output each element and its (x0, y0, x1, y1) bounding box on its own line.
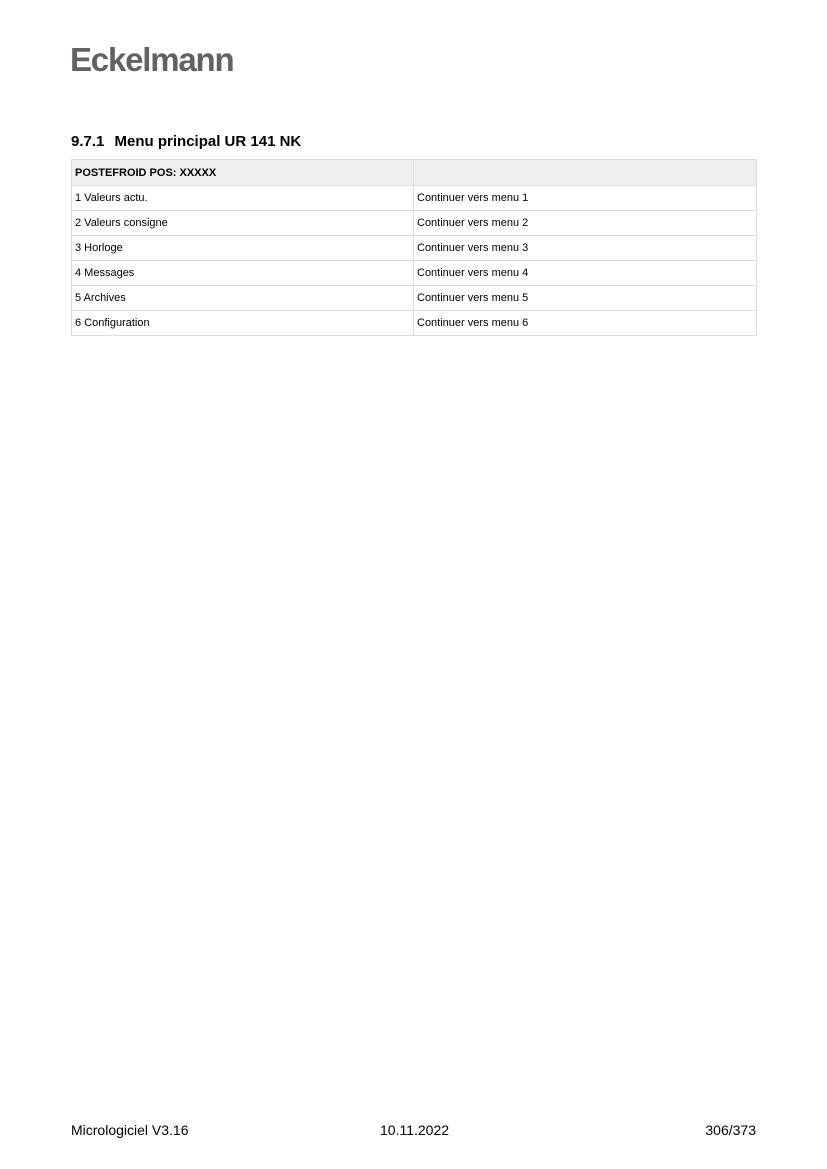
table-header-cell (414, 160, 757, 186)
table-row (72, 286, 757, 311)
table-row (72, 261, 757, 286)
menu-item-target: Continuer vers menu 1 (414, 186, 757, 211)
menu-item-label: 6 Configuration (72, 311, 414, 336)
table-row (72, 311, 757, 336)
menu-item-label: 3 Horloge (72, 236, 414, 261)
table-row (72, 186, 757, 211)
menu-item-target: Continuer vers menu 3 (414, 236, 757, 261)
table-header-row (72, 160, 757, 186)
menu-item-target: Continuer vers menu 5 (414, 286, 757, 311)
section-title: Menu principal UR 141 NK (114, 133, 302, 150)
footer-page-number: 306/373 (705, 1122, 756, 1138)
section-number: 9.7.1 (71, 133, 105, 150)
menu-item-label: 1 Valeurs actu. (72, 186, 414, 211)
menu-table (71, 159, 757, 336)
table-row (72, 236, 757, 261)
footer-firmware-version: Micrologiciel V3.16 (71, 1122, 189, 1138)
menu-item-label: 5 Archives (72, 286, 414, 311)
menu-item-target: Continuer vers menu 6 (414, 311, 757, 336)
table-row (72, 211, 757, 236)
section-heading (71, 133, 301, 151)
company-logo: Eckelmann (70, 41, 234, 78)
menu-item-target: Continuer vers menu 2 (414, 211, 757, 236)
footer-date: 10.11.2022 (380, 1122, 450, 1138)
menu-item-label: 4 Messages (72, 261, 414, 286)
menu-item-target: Continuer vers menu 4 (414, 261, 757, 286)
table-header-cell: POSTEFROID POS: XXXXX (72, 160, 414, 186)
menu-item-label: 2 Valeurs consigne (72, 211, 414, 236)
